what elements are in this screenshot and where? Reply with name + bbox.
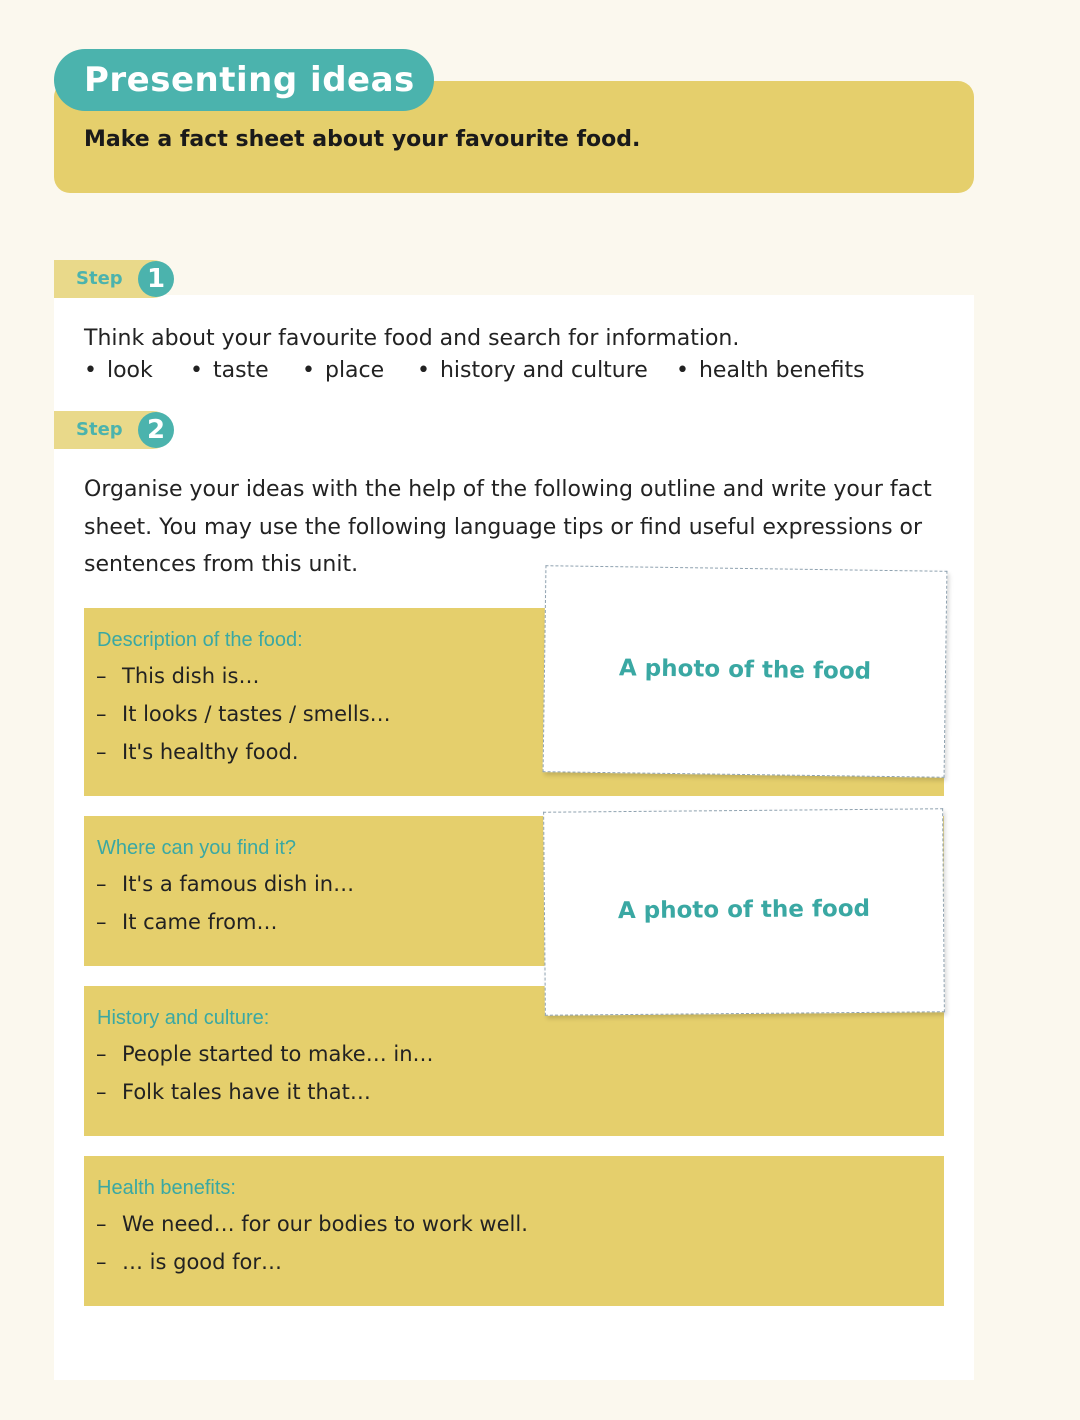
outline-heading: Where can you find it?	[97, 837, 296, 859]
section-title: Presenting ideas	[54, 49, 434, 111]
instruction-line: sheet. You may use the following language tips or find useful expressions or	[84, 514, 923, 540]
outline-line: – Folk tales have it that…	[96, 1080, 371, 1104]
step-1-instruction: Think about your favourite food and search for information.	[84, 326, 740, 351]
bullet-item: • place	[302, 358, 385, 383]
task-instruction: Make a fact sheet about your favourite food.	[84, 127, 641, 152]
step-1-tab	[54, 260, 172, 298]
bullet-item: • taste	[190, 358, 269, 383]
step-2-tab	[54, 411, 172, 449]
instruction-line: sentences from this unit.	[84, 552, 359, 577]
step-label: Step	[76, 419, 123, 440]
outline-line: – It's a famous dish in…	[96, 872, 355, 896]
step-number-badge: 1	[138, 261, 174, 297]
step-number-badge: 2	[138, 412, 174, 448]
photo-caption: A photo of the food	[617, 895, 871, 925]
photo-placeholder	[543, 565, 948, 778]
outline-box-health	[84, 1156, 944, 1306]
outline-line: – We need… for our bodies to work well.	[96, 1212, 528, 1236]
outline-heading: History and culture:	[97, 1007, 270, 1029]
outline-line: – It looks / tastes / smells…	[96, 702, 391, 726]
outline-heading: Health benefits:	[97, 1177, 236, 1199]
step-2-instruction	[84, 471, 932, 584]
outline-heading: Description of the food:	[97, 629, 303, 651]
bullet-item: • history and culture	[417, 358, 648, 383]
outline-line: – This dish is…	[96, 664, 260, 688]
instruction-line: Organise your ideas with the help of the following outline and write your fact	[84, 477, 932, 502]
step-label: Step	[76, 268, 123, 289]
outline-line: – … is good for…	[96, 1250, 283, 1274]
outline-line: – It's healthy food.	[96, 740, 299, 764]
photo-caption: A photo of the food	[618, 655, 872, 685]
outline-line: – People started to make… in…	[96, 1042, 434, 1066]
bullet-item: • health benefits	[676, 358, 865, 383]
bullet-item: • look	[84, 358, 153, 383]
photo-placeholder	[543, 808, 945, 1015]
outline-line: – It came from…	[96, 910, 278, 934]
